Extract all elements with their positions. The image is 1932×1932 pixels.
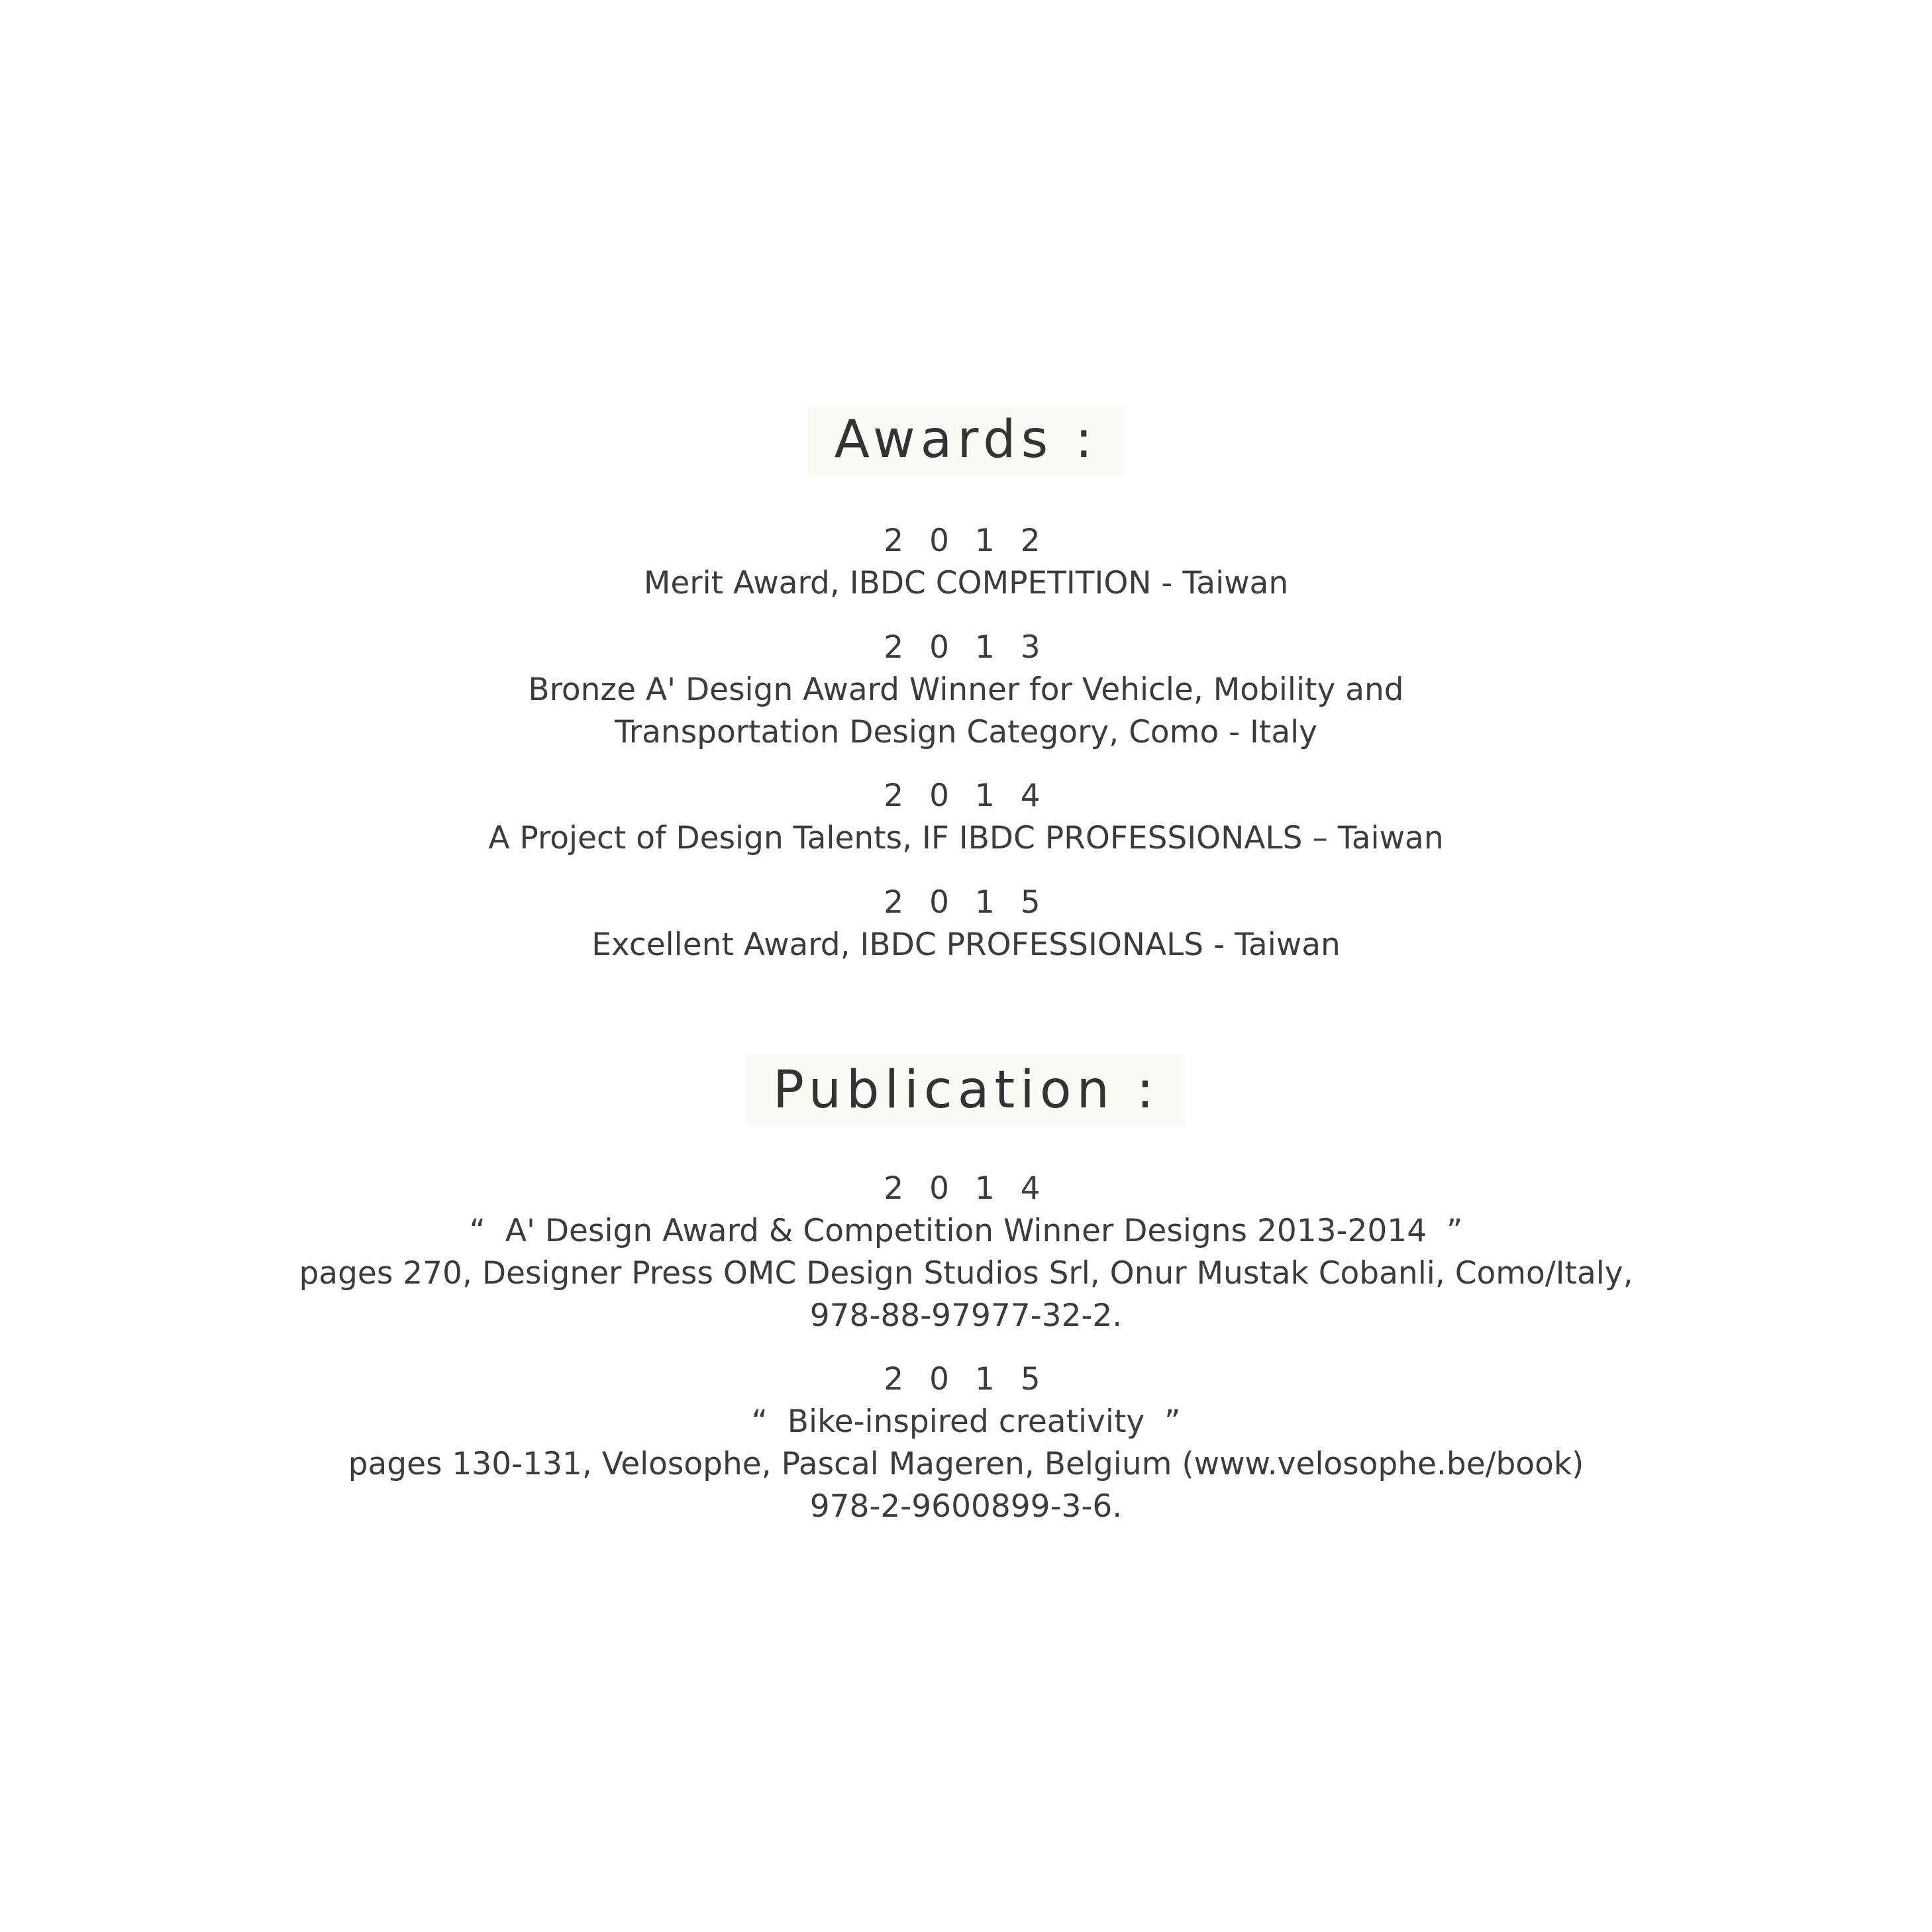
award-description-continued: Transportation Design Category, Como - Italy — [614, 714, 1317, 750]
publication-details: pages 270, Designer Press OMC Design Studios Srl, Onur Mustak Cobanli, Como/Italy, — [299, 1255, 1633, 1292]
award-year-2014: 2 0 1 4 — [884, 778, 1048, 814]
awards-heading-wrap — [0, 404, 1932, 477]
publication-year-2014: 2 0 1 4 — [884, 1170, 1048, 1207]
award-year-2013: 2 0 1 3 — [884, 629, 1048, 666]
publication-title: “ A' Design Award & Competition Winner Designs 2013-2014 ” — [469, 1213, 1463, 1249]
publication-isbn: 978-2-9600899-3-6. — [809, 1488, 1123, 1525]
award-year-2012: 2 0 1 2 — [884, 523, 1048, 559]
award-description: Bronze A' Design Award Winner for Vehicle, Mobility and — [528, 672, 1404, 708]
award-description: Merit Award, IBDC COMPETITION - Taiwan — [643, 565, 1289, 601]
publication-details: pages 130-131, Velosophe, Pascal Mageren, Belgium (www.velosophe.be/book) — [348, 1446, 1584, 1482]
publication-isbn: 978-88-97977-32-2. — [809, 1297, 1123, 1334]
awards-heading: Awards : — [808, 404, 1125, 477]
publication-heading: Publication : — [746, 1054, 1186, 1127]
publication-title: “ Bike-inspired creativity ” — [751, 1403, 1181, 1440]
award-year-2015: 2 0 1 5 — [884, 884, 1048, 921]
publication-year-2015: 2 0 1 5 — [884, 1361, 1048, 1398]
award-description: Excellent Award, IBDC PROFESSIONALS - Taiwan — [591, 927, 1341, 963]
award-description: A Project of Design Talents, IF IBDC PROFESSIONALS – Taiwan — [488, 820, 1444, 856]
publication-heading-wrap — [0, 1054, 1932, 1127]
